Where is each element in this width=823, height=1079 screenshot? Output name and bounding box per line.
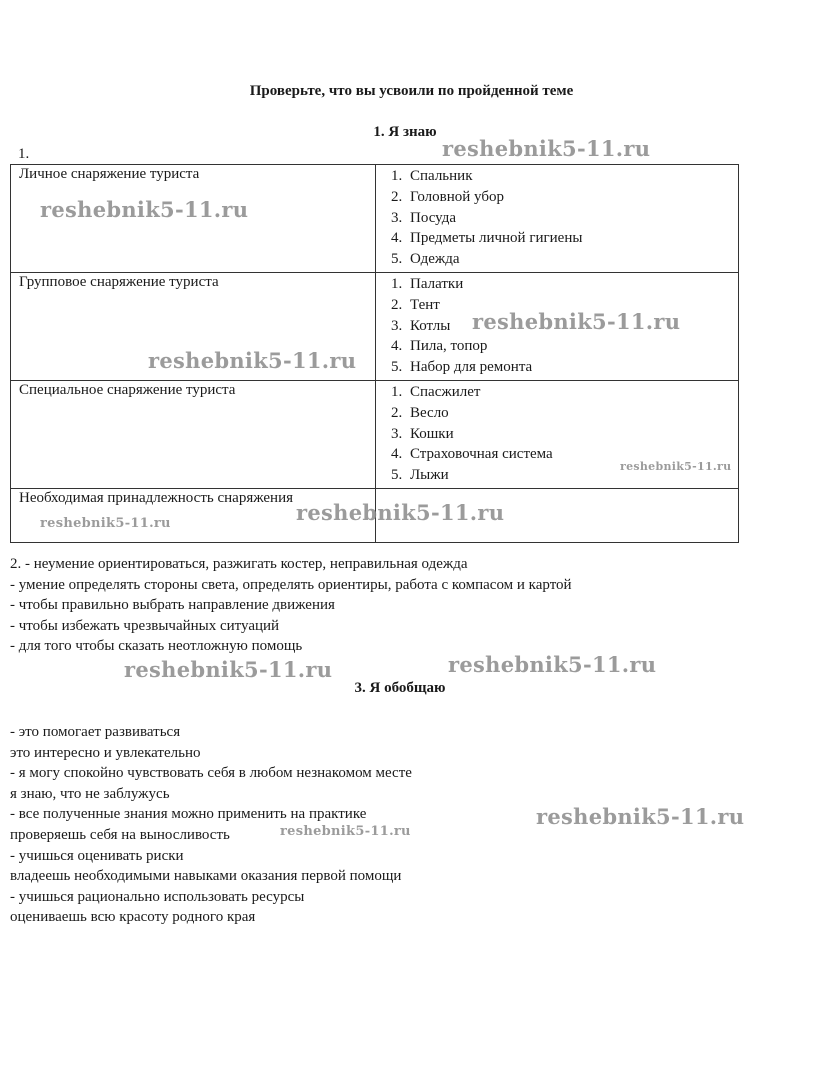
- answer-line: проверяешь себя на выносливость: [10, 826, 230, 843]
- watermark: reshebnik5-11.ru: [448, 652, 657, 677]
- answer-line: - умение определять стороны света, определять ориентиры, работа с компасом и картой: [10, 576, 572, 593]
- list-item: 1. Спасжилет: [406, 382, 732, 403]
- list-item: 4. Предметы личной гигиены: [406, 228, 732, 249]
- list-item: 2. Весло: [406, 403, 732, 424]
- answer-line: - учишься оценивать риски: [10, 847, 184, 864]
- watermark: reshebnik5-11.ru: [40, 516, 171, 531]
- list-item: 1. Спальник: [406, 166, 732, 187]
- watermark: reshebnik5-11.ru: [442, 136, 651, 161]
- page-title: Проверьте, что вы усвоили по пройденной теме: [249, 83, 574, 99]
- task-1-number: 1.: [18, 146, 30, 162]
- watermark: reshebnik5-11.ru: [620, 460, 732, 473]
- watermark: reshebnik5-11.ru: [536, 804, 745, 829]
- list-item: 3. Котлы: [406, 316, 732, 337]
- items-list: [384, 166, 732, 270]
- list-item: 5. Одежда: [406, 249, 732, 270]
- answer-line: оцениваешь всю красоту родного края: [10, 909, 256, 926]
- watermark: reshebnik5-11.ru: [280, 824, 411, 839]
- list-item: 3. Кошки: [406, 424, 732, 445]
- list-item: 5. Лыжи: [406, 465, 732, 486]
- watermark: reshebnik5-11.ru: [472, 309, 681, 334]
- watermark: reshebnik5-11.ru: [124, 657, 333, 682]
- list-item: 4. Страховочная система: [406, 444, 732, 465]
- watermark: reshebnik5-11.ru: [40, 197, 249, 222]
- list-item: 1. Палатки: [406, 274, 732, 295]
- list-item: 2. Тент: [406, 295, 732, 316]
- answer-line: это интересно и увлекательно: [10, 744, 201, 761]
- items-cell: [376, 165, 739, 273]
- list-item: 3. Посуда: [406, 208, 732, 229]
- list-item: 2. Головной убор: [406, 187, 732, 208]
- answer-line: 2. - неумение ориентироваться, разжигать костер, неправильная одежда: [10, 556, 468, 572]
- category-cell: Специальное снаряжение туриста: [11, 380, 376, 488]
- answer-line: - учишься рационально использовать ресурсы: [10, 888, 305, 905]
- section-2-answers: [10, 554, 572, 657]
- answer-line: владеешь необходимыми навыками оказания первой помощи: [10, 868, 402, 885]
- answer-line: - это помогает развиваться: [10, 724, 181, 740]
- answer-line: - чтобы избежать чрезвычайных ситуаций: [10, 617, 280, 634]
- watermark: reshebnik5-11.ru: [296, 500, 505, 525]
- section-1-heading: 1. Я знаю: [373, 124, 437, 140]
- list-item: 4. Пила, топор: [406, 336, 732, 357]
- list-item: 5. Набор для ремонта: [406, 357, 732, 378]
- answer-line: - чтобы правильно выбрать направление движения: [10, 597, 335, 613]
- answer-line: - все полученные знания можно применить на практике: [10, 806, 367, 823]
- category-cell: Личное снаряжение туриста: [11, 165, 376, 273]
- answer-line: - для того чтобы сказать неотложную помощь: [10, 638, 303, 654]
- answer-line: я знаю, что не заблужусь: [10, 785, 170, 802]
- answer-line: - я могу спокойно чувствовать себя в любом незнакомом месте: [10, 765, 412, 782]
- watermark: reshebnik5-11.ru: [148, 348, 357, 373]
- section-3-heading: 3. Я обобщаю: [354, 680, 446, 696]
- category-cell: Необходимая принадлежность снаряжения: [11, 488, 376, 542]
- category-cell: Групповое снаряжение туриста: [11, 272, 376, 380]
